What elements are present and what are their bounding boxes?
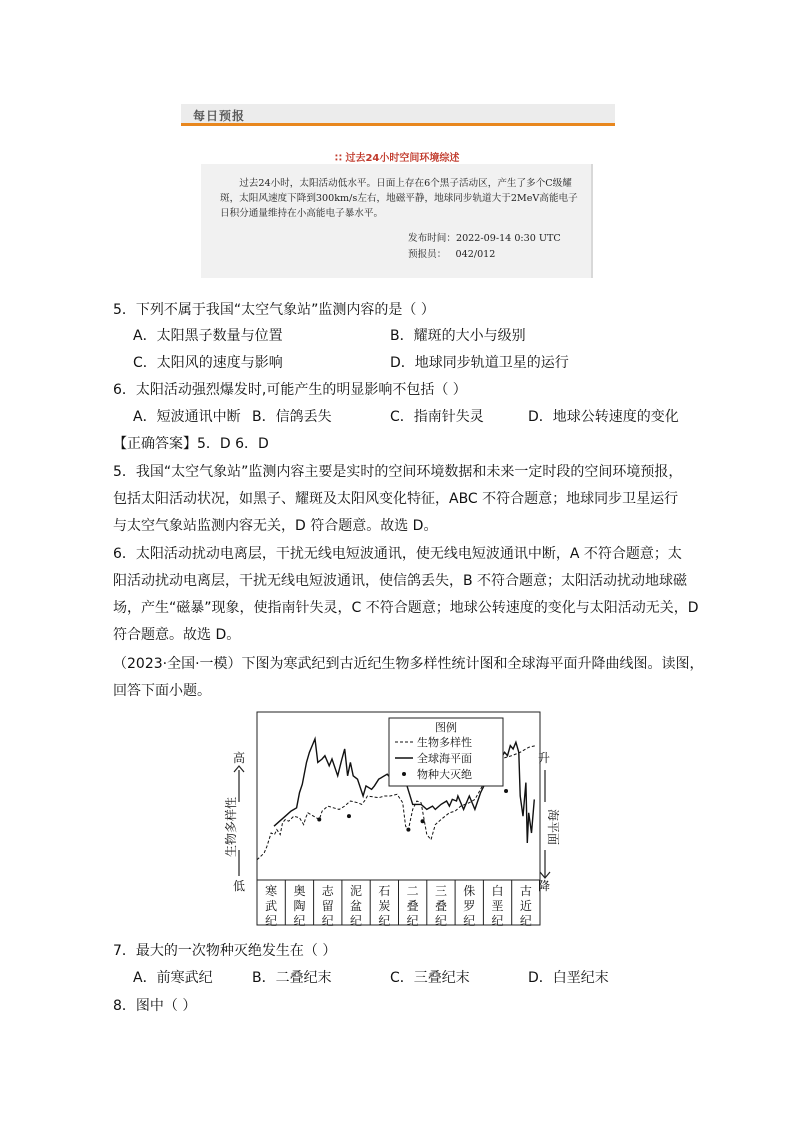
legend-title: 图例 <box>435 721 457 734</box>
explain-5-line: 5．我国“太空气象站”监测内容主要是实时的空间环境数据和未来一定时段的空间环境预报， <box>113 464 683 480</box>
period-label: 侏 <box>463 884 476 898</box>
legend-item-label: 全球海平面 <box>417 752 472 765</box>
period-label: 叠 <box>434 899 447 913</box>
period-label: 陶 <box>293 899 306 913</box>
explain-6-line: 阳活动扰动电离层，干扰无线电短波通讯，使信鸽丢失，B 不符合题意；太阳活动扰动地球磁 <box>113 573 688 589</box>
forecast-header-label: 每日预报 <box>193 109 246 123</box>
period-label: 炭 <box>378 899 391 913</box>
period-label: 武 <box>265 899 278 913</box>
right-axis-high: 升 <box>537 751 551 765</box>
extinction-point <box>347 814 351 818</box>
period-label: 古 <box>519 884 532 898</box>
question-6-option-b: B．信鸽丢失 <box>252 409 332 425</box>
extinction-point <box>504 789 508 793</box>
left-axis-label: 生物多样性 <box>224 796 238 858</box>
period-label: 垩 <box>491 899 504 913</box>
period-label: 石 <box>378 884 391 898</box>
forecast-header <box>181 104 615 126</box>
subtitle-bullet-icon: ∷ <box>335 153 342 164</box>
period-label: 三 <box>434 884 447 898</box>
answer-line: 【正确答案】5．D 6．D <box>113 436 269 452</box>
period-label: 纪 <box>378 914 391 928</box>
forecaster: 预报员： 042/012 <box>408 249 496 260</box>
question-5-option-d: D．地球同步轨道卫星的运行 <box>390 355 569 371</box>
subtitle-text: 过去24小时空间环境综述 <box>345 153 460 164</box>
forecast-meta <box>408 231 561 263</box>
period-label: 纪 <box>350 914 363 928</box>
legend-item-label: 物种大灭绝 <box>417 768 472 781</box>
period-label: 纪 <box>491 914 504 928</box>
extinction-point <box>406 828 410 832</box>
period-label: 奥 <box>293 884 306 898</box>
period-label: 留 <box>321 899 334 913</box>
question-6-option-d: D．地球公转速度的变化 <box>528 409 679 425</box>
extinction-point <box>317 818 321 822</box>
period-label: 纪 <box>519 914 532 928</box>
period-label: 盆 <box>350 899 363 913</box>
forecast-body: 过去24小时，太阳活动低水平。日面上存在6个黑子活动区，产生了多个C级耀斑，太阳风速度下降到300km/s左右，地磁平静，地球同步轨道大于2MeV高能电子日积分通量维持在小高能电子暴水平。 <box>220 178 578 219</box>
period-label: 纪 <box>265 914 278 928</box>
explain-6-line: 6．太阳活动扰动电离层，干扰无线电短波通讯，使无线电短波通讯中断，A 不符合题意；太 <box>113 546 682 562</box>
period-label: 纪 <box>321 914 334 928</box>
period-label: 近 <box>519 899 532 913</box>
question-7-option-c: C．三叠纪末 <box>390 970 470 986</box>
explain-5-line: 包括太阳活动状况，如黑子、耀斑及太阳风变化特征，ABC 不符合题意；地球同步卫星运行 <box>113 491 679 507</box>
period-label: 二 <box>406 884 419 898</box>
period-label: 纪 <box>406 914 419 928</box>
question-5-option-a: A．太阳黑子数量与位置 <box>133 328 283 344</box>
biodiversity-sea-level-chart <box>224 700 560 930</box>
question-6-option-c: C．指南针失灵 <box>390 409 484 425</box>
period-label: 泥 <box>350 884 363 898</box>
legend-swatch-dot <box>402 772 406 776</box>
question-8-stem: 8．图中（ ） <box>113 998 197 1014</box>
period-label: 纪 <box>463 914 476 928</box>
question-5-option-c: C．太阳风的速度与影响 <box>133 355 283 371</box>
period-label: 罗 <box>463 899 476 913</box>
forecast-subtitle <box>335 149 459 164</box>
period-label: 寒 <box>265 884 278 898</box>
right-axis-low: 降 <box>537 879 551 893</box>
question-6-option-a: A．短波通讯中断 <box>133 409 241 425</box>
question-5-option-b: B．耀斑的大小与级别 <box>390 328 526 344</box>
right-axis-label: 海平面 <box>546 808 560 846</box>
question-7-option-b: B．二叠纪末 <box>252 970 332 986</box>
question-5-stem: 5．下列不属于我国“太空气象站”监测内容的是（ ） <box>113 302 435 318</box>
period-label: 纪 <box>434 914 447 928</box>
period-label: 白 <box>491 884 504 898</box>
legend-item-label: 生物多样性 <box>417 736 472 749</box>
extinction-point <box>421 819 425 823</box>
period-label: 纪 <box>293 914 306 928</box>
question-7-option-a: A．前寒武纪 <box>133 970 213 986</box>
question-6-stem: 6．太阳活动强烈爆发时,可能产生的明显影响不包括（ ） <box>113 382 467 398</box>
explain-6-line: 场，产生“磁暴”现象，使指南针失灵，C 不符合题意；地球公转速度的变化与太阳活动无关，D <box>113 600 699 616</box>
intro-line: （2023·全国·一模）下图为寒武纪到古近纪生物多样性统计图和全球海平面升降曲线图。读图， <box>113 656 704 672</box>
left-axis-low: 低 <box>232 879 246 893</box>
left-axis-high: 高 <box>232 751 246 765</box>
explain-5-line: 与太空气象站监测内容无关，D 符合题意。故选 D。 <box>113 518 438 534</box>
forecast-panel <box>201 164 593 278</box>
intro-line: 回答下面小题。 <box>113 683 211 699</box>
period-label: 叠 <box>406 899 419 913</box>
period-label: 志 <box>321 884 334 898</box>
explain-6-line: 符合题意。故选 D。 <box>113 627 241 643</box>
publish-time: 发布时间：2022-09-14 0:30 UTC <box>408 233 561 244</box>
question-7-option-d: D．白垩纪末 <box>528 970 609 986</box>
question-7-stem: 7．最大的一次物种灭绝发生在（ ） <box>113 943 337 959</box>
